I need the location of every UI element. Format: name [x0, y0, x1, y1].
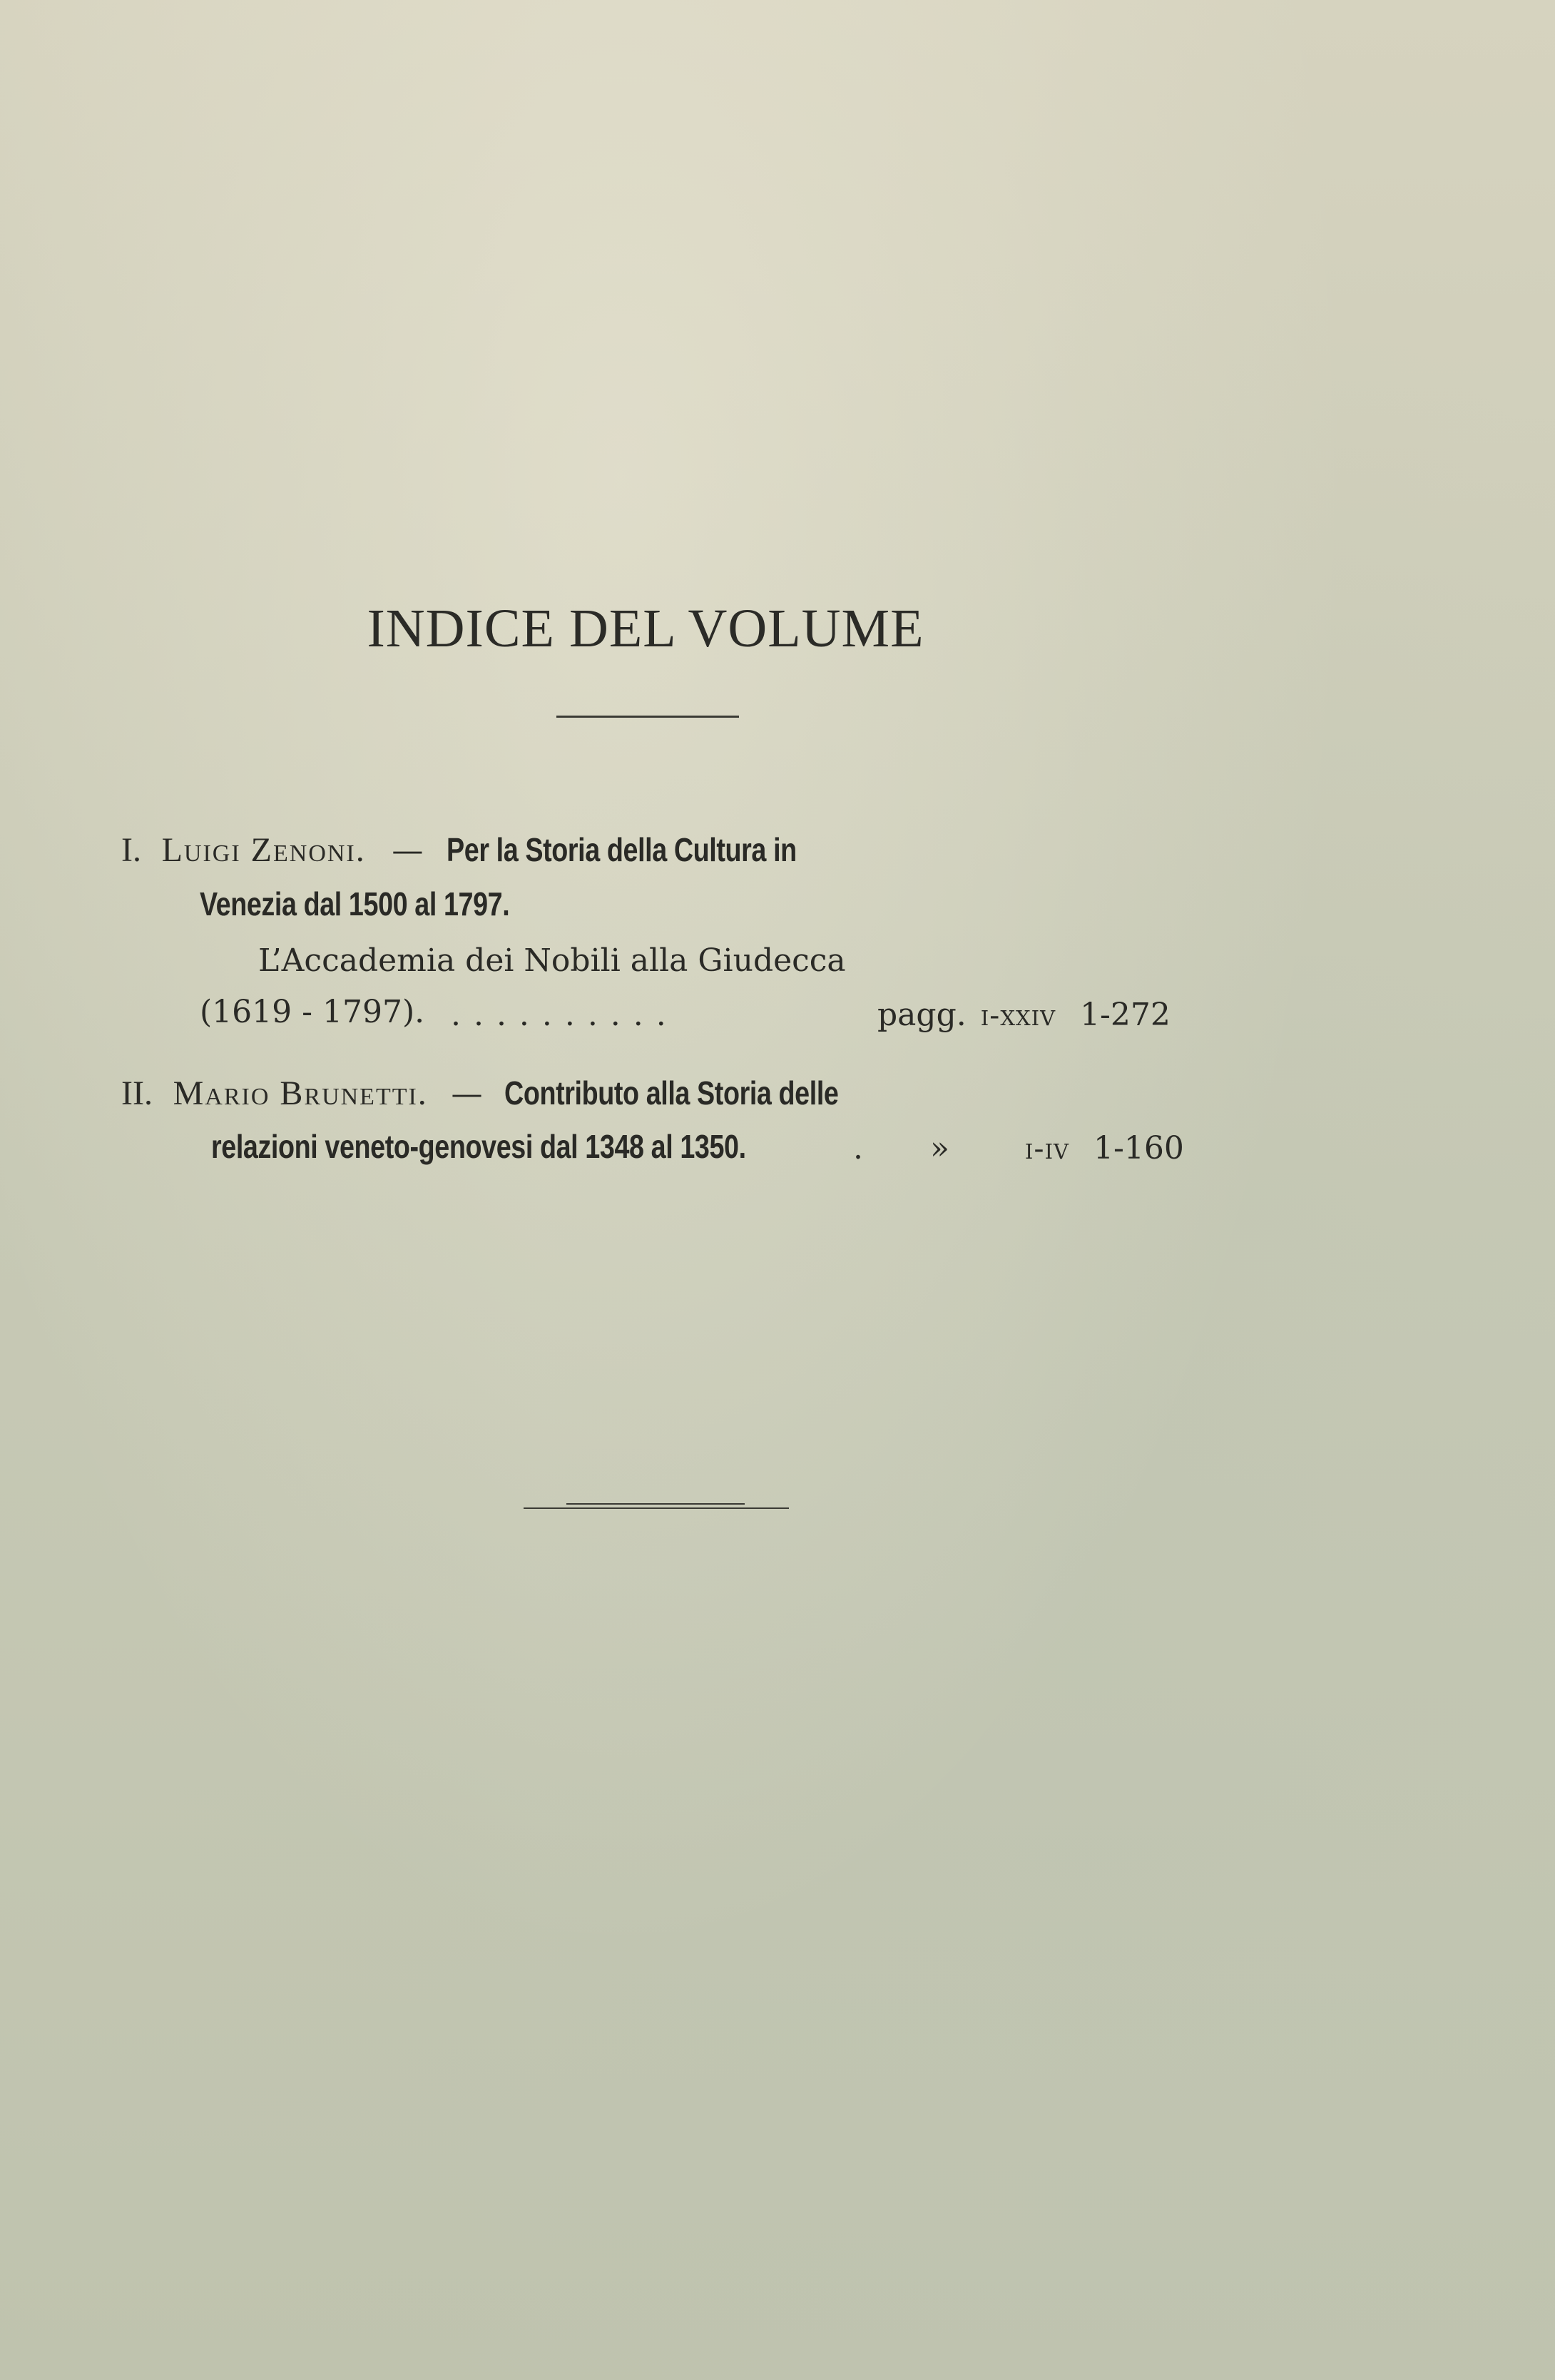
entry-2-pages-label: »: [930, 1130, 949, 1166]
title-rule: [556, 716, 739, 718]
entry-1-pages: [877, 997, 1171, 1033]
closing-rule-lower: [524, 1507, 789, 1509]
entry-1-title-line-1: Per la Storia della Cultura in: [447, 831, 797, 868]
entry-1-title-line-2: Venezia dal 1500 al 1797.: [200, 885, 510, 922]
entry-2-number: II.: [121, 1074, 153, 1112]
page-title: INDICE DEL VOLUME: [367, 599, 924, 658]
entry-2-author: Mario Brunetti.: [173, 1074, 428, 1112]
entry-2-roman-pages: i-iv: [1024, 1131, 1069, 1166]
entry-1-line-2: [200, 885, 578, 922]
entry-1-subtitle-line-2: (1619 - 1797).: [200, 994, 425, 1030]
closing-rule: [524, 1503, 789, 1509]
entry-2-line-2: [211, 1130, 863, 1163]
entry-2-leader: .: [853, 1130, 863, 1166]
entry-1-roman-pages: i-xxiv: [980, 997, 1056, 1032]
entry-1-arabic-pages: 1-272: [1080, 997, 1171, 1033]
entry-1-author: Luigi Zenoni.: [161, 831, 366, 869]
entry-2-line-1: [121, 1074, 912, 1112]
entry-1-number: I.: [121, 831, 141, 869]
entry-1-pages-label: pagg.: [877, 997, 967, 1033]
entry-2-dash: —: [451, 1076, 483, 1112]
entry-2-title-line-1: Contributo alla Storia delle: [504, 1074, 839, 1112]
entry-1-leader: . . . . . . . . . .: [451, 997, 668, 1033]
entry-1-line-1: [121, 833, 874, 868]
entry-2-arabic-pages: 1-160: [1093, 1130, 1184, 1166]
entry-1-dash: —: [392, 833, 424, 869]
entry-1-subtitle-line-1: L’Accademia dei Nobili alla Giudecca: [258, 942, 846, 979]
entry-2-pages: [930, 1130, 1184, 1166]
entry-2-title-line-2: relazioni veneto-genovesi dal 1348 al 1350.: [211, 1128, 746, 1165]
closing-rule-upper: [566, 1503, 745, 1505]
